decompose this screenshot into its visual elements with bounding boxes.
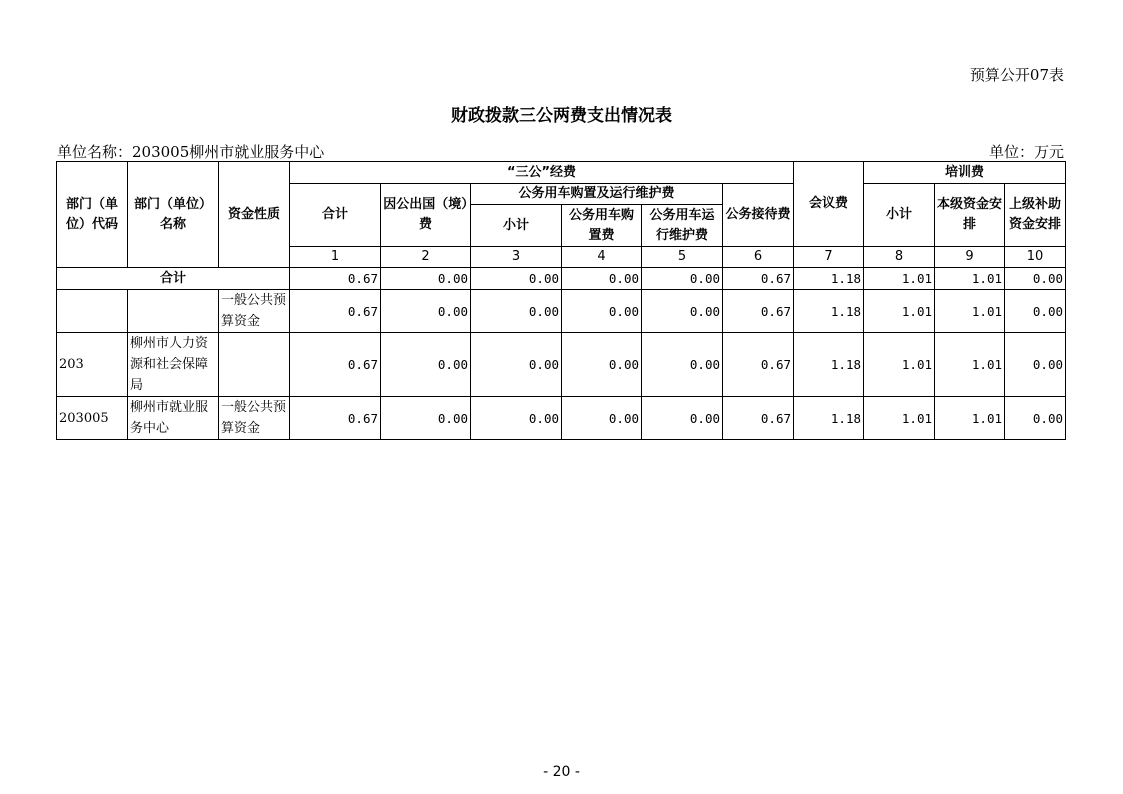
unit-name-label: 单位名称：203005柳州市就业服务中心	[57, 143, 325, 161]
cell-value: 0.00	[381, 268, 471, 290]
cell-value: 0.00	[1005, 333, 1066, 397]
cell-value: 0.00	[381, 397, 471, 440]
cell-value: 1.01	[935, 268, 1005, 290]
cell-value: 0.00	[471, 397, 562, 440]
cell-value: 0.00	[471, 290, 562, 333]
col-number: 2	[381, 247, 471, 268]
header-training: 培训费	[864, 162, 1066, 184]
col-number: 1	[290, 247, 381, 268]
cell-value: 0.00	[471, 268, 562, 290]
cell-value: 0.00	[1005, 290, 1066, 333]
cell-value: 0.67	[290, 290, 381, 333]
cell-value: 0.67	[723, 290, 794, 333]
row-code	[57, 290, 128, 333]
expenditure-table	[56, 161, 1066, 440]
table-row	[57, 333, 1066, 397]
cell-value: 0.00	[381, 290, 471, 333]
cell-value: 1.01	[864, 268, 935, 290]
cell-value: 0.00	[471, 333, 562, 397]
cell-value: 0.00	[1005, 397, 1066, 440]
cell-value: 0.00	[642, 290, 723, 333]
table-row	[57, 397, 1066, 440]
col-number: 5	[642, 247, 723, 268]
cell-value: 1.18	[794, 333, 864, 397]
col-number: 6	[723, 247, 794, 268]
header-vehicle-operation: 公务用车运行维护费	[642, 205, 723, 247]
cell-value: 0.00	[562, 333, 642, 397]
total-row-label: 合计	[57, 268, 290, 290]
cell-value: 0.67	[290, 333, 381, 397]
row-fund-nature: 一般公共预算资金	[219, 290, 290, 333]
header-vehicle-subtotal: 小计	[471, 205, 562, 247]
header-vehicle-purchase: 公务用车购置费	[562, 205, 642, 247]
cell-value: 0.00	[381, 333, 471, 397]
header-dept-name: 部门（单位）名称	[128, 162, 219, 268]
cell-value: 1.01	[864, 333, 935, 397]
total-row	[57, 268, 1066, 290]
cell-value: 1.01	[935, 290, 1005, 333]
cell-value: 0.00	[562, 268, 642, 290]
row-code: 203005	[57, 397, 128, 440]
header-fund-nature: 资金性质	[219, 162, 290, 268]
cell-value: 1.01	[864, 290, 935, 333]
col-number: 8	[864, 247, 935, 268]
page-number: - 20 -	[543, 764, 580, 780]
cell-value: 0.00	[562, 290, 642, 333]
cell-value: 0.67	[723, 268, 794, 290]
cell-value: 0.67	[723, 333, 794, 397]
header-dept-code: 部门（单位）代码	[57, 162, 128, 268]
cell-value: 0.00	[642, 268, 723, 290]
table-row	[57, 290, 1066, 333]
page-title: 财政拨款三公两费支出情况表	[451, 106, 672, 126]
col-number: 9	[935, 247, 1005, 268]
cell-value: 1.01	[935, 397, 1005, 440]
row-fund-nature	[219, 333, 290, 397]
header-abroad: 因公出国（境）费	[381, 184, 471, 247]
cell-value: 0.67	[290, 397, 381, 440]
header-vehicle-group: 公务用车购置及运行维护费	[471, 184, 723, 205]
cell-value: 0.00	[642, 397, 723, 440]
cell-value: 0.67	[723, 397, 794, 440]
row-fund-nature: 一般公共预算资金	[219, 397, 290, 440]
cell-value: 1.18	[794, 397, 864, 440]
row-name	[128, 290, 219, 333]
cell-value: 0.67	[290, 268, 381, 290]
col-number: 7	[794, 247, 864, 268]
col-number: 10	[1005, 247, 1066, 268]
form-id: 预算公开07表	[969, 66, 1064, 84]
cell-value: 1.01	[935, 333, 1005, 397]
header-training-subtotal: 小计	[864, 184, 935, 247]
cell-value: 0.00	[1005, 268, 1066, 290]
header-sangong: “三公”经费	[290, 162, 794, 184]
header-meeting: 会议费	[794, 162, 864, 247]
cell-value: 0.00	[642, 333, 723, 397]
header-total: 合计	[290, 184, 381, 247]
col-number: 3	[471, 247, 562, 268]
row-name: 柳州市人力资源和社会保障局	[128, 333, 219, 397]
cell-value: 0.00	[562, 397, 642, 440]
cell-value: 1.01	[864, 397, 935, 440]
currency-unit-label: 单位：万元	[988, 143, 1064, 161]
cell-value: 1.18	[794, 268, 864, 290]
header-training-local: 本级资金安排	[935, 184, 1005, 247]
row-code: 203	[57, 333, 128, 397]
header-training-upper: 上级补助资金安排	[1005, 184, 1066, 247]
col-number: 4	[562, 247, 642, 268]
cell-value: 1.18	[794, 290, 864, 333]
header-reception: 公务接待费	[723, 184, 794, 247]
row-name: 柳州市就业服务中心	[128, 397, 219, 440]
